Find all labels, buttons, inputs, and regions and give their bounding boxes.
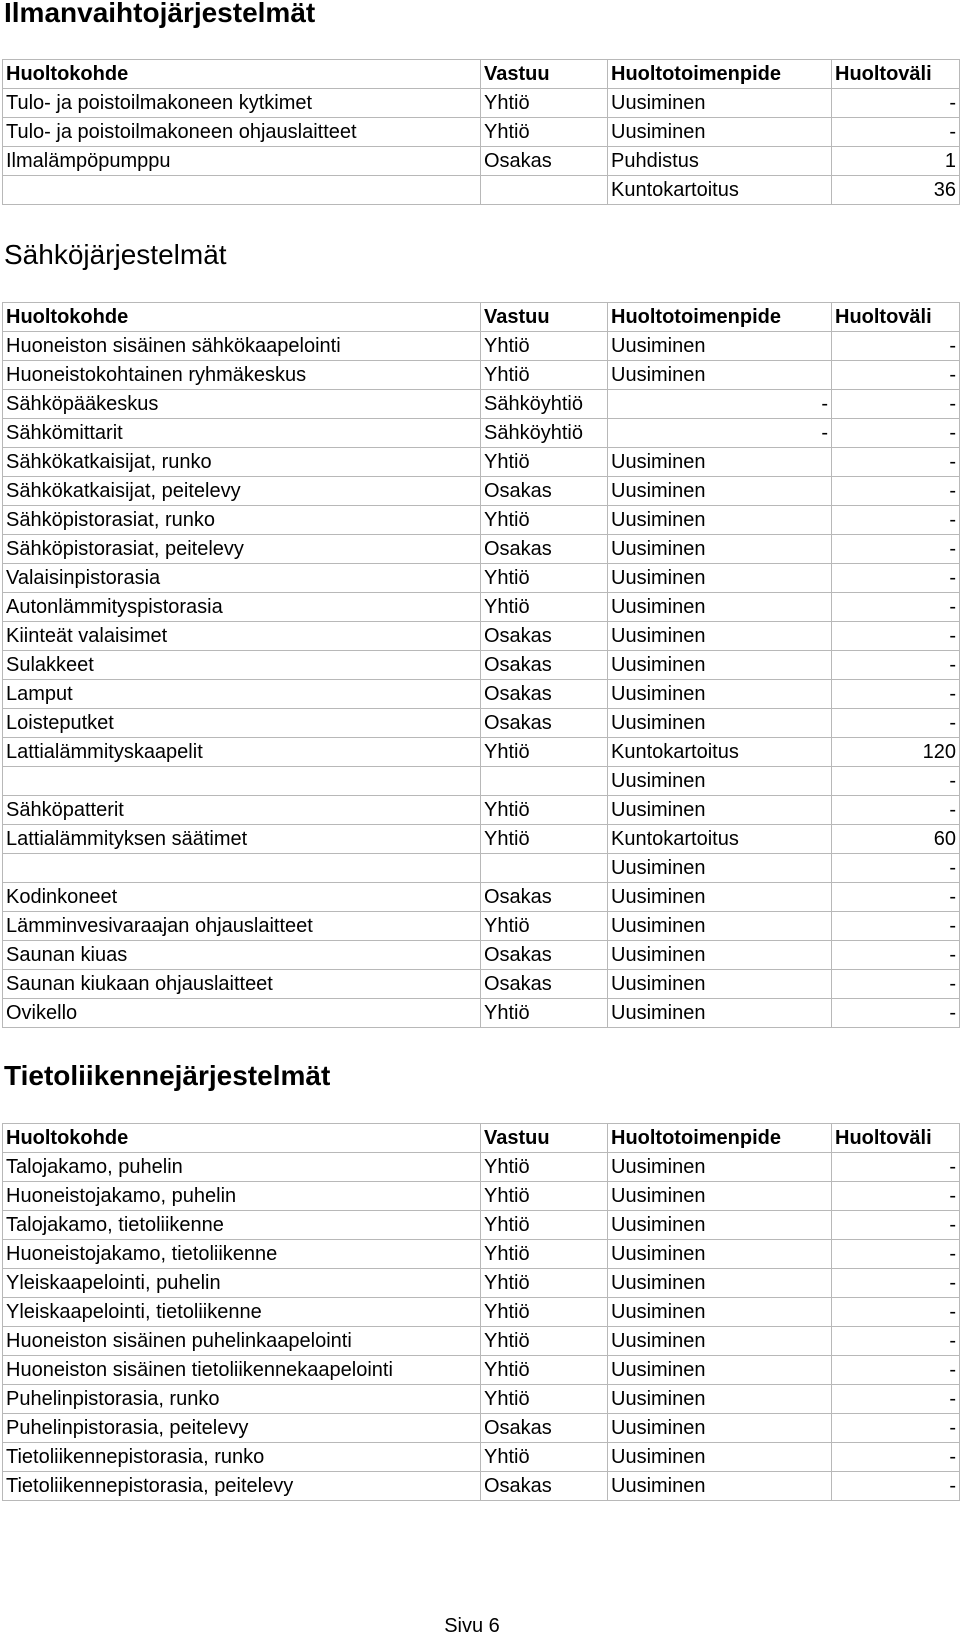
cell-huoltokohde: Autonlämmityspistorasia xyxy=(3,593,481,622)
cell-vastuu: Osakas xyxy=(481,970,608,999)
cell-huoltotoimenpide: Uusiminen xyxy=(608,1211,832,1240)
cell-huoltokohde: Huoneistojakamo, tietoliikenne xyxy=(3,1240,481,1269)
cell-huoltokohde: Lattialämmityksen säätimet xyxy=(3,825,481,854)
cell-huoltokohde: Kiinteät valaisimet xyxy=(3,622,481,651)
table-row xyxy=(3,419,960,448)
cell-huoltokohde: Puhelinpistorasia, runko xyxy=(3,1385,481,1414)
table-row xyxy=(3,564,960,593)
cell-huoltovali: - xyxy=(832,1472,960,1501)
cell-huoltotoimenpide: Uusiminen xyxy=(608,854,832,883)
table-row xyxy=(3,593,960,622)
cell-huoltotoimenpide: Uusiminen xyxy=(608,118,832,147)
table-row xyxy=(3,1327,960,1356)
cell-huoltotoimenpide: Kuntokartoitus xyxy=(608,176,832,205)
cell-huoltovali: - xyxy=(832,1240,960,1269)
cell-huoltotoimenpide: Uusiminen xyxy=(608,332,832,361)
table-row xyxy=(3,854,960,883)
table-header-row xyxy=(3,303,960,332)
cell-huoltokohde: Tulo- ja poistoilmakoneen kytkimet xyxy=(3,89,481,118)
table-row xyxy=(3,147,960,176)
cell-huoltokohde: Ilmalämpöpumppu xyxy=(3,147,481,176)
cell-huoltovali: - xyxy=(832,622,960,651)
table-row xyxy=(3,1211,960,1240)
cell-huoltotoimenpide: Uusiminen xyxy=(608,506,832,535)
cell-vastuu xyxy=(481,854,608,883)
cell-huoltokohde: Huoneiston sisäinen puhelinkaapelointi xyxy=(3,1327,481,1356)
table-row xyxy=(3,477,960,506)
cell-vastuu: Yhtiö xyxy=(481,332,608,361)
table-row xyxy=(3,738,960,767)
table-row xyxy=(3,1153,960,1182)
cell-huoltovali: - xyxy=(832,477,960,506)
cell-huoltovali: - xyxy=(832,1327,960,1356)
cell-huoltokohde: Sähköpatterit xyxy=(3,796,481,825)
cell-huoltotoimenpide: Uusiminen xyxy=(608,709,832,738)
cell-huoltovali: - xyxy=(832,651,960,680)
cell-vastuu: Yhtiö xyxy=(481,448,608,477)
cell-vastuu: Yhtiö xyxy=(481,361,608,390)
cell-vastuu: Osakas xyxy=(481,1472,608,1501)
section-title-sahko: Sähköjärjestelmät xyxy=(4,239,227,270)
cell-vastuu: Osakas xyxy=(481,651,608,680)
table-ilmanvaihto xyxy=(2,59,960,205)
cell-vastuu: Yhtiö xyxy=(481,825,608,854)
cell-huoltokohde: Sähköpistorasiat, runko xyxy=(3,506,481,535)
cell-huoltokohde: Sähkökatkaisijat, runko xyxy=(3,448,481,477)
cell-huoltotoimenpide-value: - xyxy=(821,422,828,444)
cell-huoltovali: - xyxy=(832,1182,960,1211)
cell-huoltovali: - xyxy=(832,564,960,593)
cell-huoltovali: - xyxy=(832,506,960,535)
cell-huoltovali: - xyxy=(832,854,960,883)
section-title-tietoliikenne: Tietoliikennejärjestelmät xyxy=(4,1060,331,1091)
table-row xyxy=(3,1298,960,1327)
table-row xyxy=(3,999,960,1028)
table-row xyxy=(3,1443,960,1472)
cell-huoltovali: - xyxy=(832,912,960,941)
table-row xyxy=(3,1472,960,1501)
table-row xyxy=(3,796,960,825)
cell-huoltovali: - xyxy=(832,941,960,970)
cell-vastuu xyxy=(481,176,608,205)
cell-vastuu: Yhtiö xyxy=(481,506,608,535)
cell-vastuu: Osakas xyxy=(481,709,608,738)
cell-vastuu: Osakas xyxy=(481,883,608,912)
cell-huoltotoimenpide: Uusiminen xyxy=(608,477,832,506)
table-row xyxy=(3,651,960,680)
table-tietoliikenne xyxy=(2,1123,960,1501)
col-header-huoltotoimenpide: Huoltotoimenpide xyxy=(608,60,832,89)
cell-vastuu: Sähköyhtiö xyxy=(481,390,608,419)
table-row xyxy=(3,448,960,477)
cell-huoltokohde: Sähkökatkaisijat, peitelevy xyxy=(3,477,481,506)
cell-vastuu xyxy=(481,767,608,796)
table-row xyxy=(3,118,960,147)
cell-vastuu: Yhtiö xyxy=(481,912,608,941)
cell-huoltotoimenpide: Uusiminen xyxy=(608,1269,832,1298)
section-title-ilmanvaihto: Ilmanvaihtojärjestelmät xyxy=(4,0,316,28)
table-row xyxy=(3,970,960,999)
table-row xyxy=(3,1356,960,1385)
cell-vastuu: Yhtiö xyxy=(481,1443,608,1472)
cell-huoltokohde: Saunan kiuas xyxy=(3,941,481,970)
cell-vastuu: Yhtiö xyxy=(481,1182,608,1211)
cell-vastuu: Yhtiö xyxy=(481,1153,608,1182)
cell-huoltotoimenpide: Uusiminen xyxy=(608,1472,832,1501)
cell-vastuu: Yhtiö xyxy=(481,999,608,1028)
cell-huoltovali: - xyxy=(832,419,960,448)
table-row xyxy=(3,332,960,361)
cell-vastuu: Yhtiö xyxy=(481,1385,608,1414)
cell-huoltokohde: Lamput xyxy=(3,680,481,709)
cell-huoltovali: - xyxy=(832,767,960,796)
cell-huoltotoimenpide: Uusiminen xyxy=(608,535,832,564)
cell-huoltovali: - xyxy=(832,1356,960,1385)
cell-huoltokohde: Valaisinpistorasia xyxy=(3,564,481,593)
cell-huoltokohde xyxy=(3,176,481,205)
col-header-huoltokohde: Huoltokohde xyxy=(3,303,481,332)
table-row xyxy=(3,825,960,854)
cell-vastuu: Yhtiö xyxy=(481,1211,608,1240)
cell-huoltovali: - xyxy=(832,999,960,1028)
cell-vastuu: Osakas xyxy=(481,1414,608,1443)
cell-huoltotoimenpide: Uusiminen xyxy=(608,999,832,1028)
cell-huoltotoimenpide: Uusiminen xyxy=(608,564,832,593)
cell-huoltovali: - xyxy=(832,448,960,477)
table-row xyxy=(3,1240,960,1269)
cell-huoltokohde: Sulakkeet xyxy=(3,651,481,680)
cell-huoltotoimenpide: Uusiminen xyxy=(608,1356,832,1385)
cell-huoltovali: 1 xyxy=(832,147,960,176)
cell-vastuu: Yhtiö xyxy=(481,738,608,767)
cell-huoltokohde: Talojakamo, tietoliikenne xyxy=(3,1211,481,1240)
cell-huoltovali: - xyxy=(832,1385,960,1414)
table-row xyxy=(3,622,960,651)
cell-huoltovali: - xyxy=(832,535,960,564)
cell-huoltovali: - xyxy=(832,361,960,390)
col-header-vastuu: Vastuu xyxy=(481,1124,608,1153)
table-row xyxy=(3,361,960,390)
cell-huoltovali: - xyxy=(832,883,960,912)
cell-huoltokohde: Sähköpistorasiat, peitelevy xyxy=(3,535,481,564)
cell-vastuu: Yhtiö xyxy=(481,1298,608,1327)
col-header-huoltovali: Huoltoväli xyxy=(832,1124,960,1153)
cell-huoltokohde: Yleiskaapelointi, tietoliikenne xyxy=(3,1298,481,1327)
cell-huoltokohde: Sähköpääkeskus xyxy=(3,390,481,419)
col-header-huoltotoimenpide: Huoltotoimenpide xyxy=(608,1124,832,1153)
cell-huoltokohde: Tietoliikennepistorasia, runko xyxy=(3,1443,481,1472)
cell-huoltokohde: Sähkömittarit xyxy=(3,419,481,448)
cell-huoltovali: - xyxy=(832,680,960,709)
table-row xyxy=(3,1385,960,1414)
cell-huoltotoimenpide: Uusiminen xyxy=(608,622,832,651)
cell-huoltotoimenpide: Uusiminen xyxy=(608,593,832,622)
cell-vastuu: Yhtiö xyxy=(481,1240,608,1269)
col-header-huoltokohde: Huoltokohde xyxy=(3,60,481,89)
cell-huoltovali: - xyxy=(832,1414,960,1443)
cell-huoltotoimenpide: Uusiminen xyxy=(608,796,832,825)
cell-huoltovali: - xyxy=(832,796,960,825)
cell-huoltotoimenpide: Uusiminen xyxy=(608,448,832,477)
table-sahko xyxy=(2,302,960,1028)
cell-huoltotoimenpide-value: - xyxy=(821,393,828,415)
cell-huoltovali: - xyxy=(832,593,960,622)
cell-huoltokohde xyxy=(3,767,481,796)
col-header-huoltokohde: Huoltokohde xyxy=(3,1124,481,1153)
cell-huoltokohde: Huoneistokohtainen ryhmäkeskus xyxy=(3,361,481,390)
cell-huoltokohde: Puhelinpistorasia, peitelevy xyxy=(3,1414,481,1443)
cell-huoltotoimenpide: Uusiminen xyxy=(608,651,832,680)
cell-huoltokohde: Saunan kiukaan ohjauslaitteet xyxy=(3,970,481,999)
col-header-vastuu: Vastuu xyxy=(481,303,608,332)
table-row xyxy=(3,176,960,205)
cell-huoltovali: - xyxy=(832,390,960,419)
cell-huoltotoimenpide: Kuntokartoitus xyxy=(608,825,832,854)
cell-huoltokohde: Huoneiston sisäinen sähkökaapelointi xyxy=(3,332,481,361)
table-row xyxy=(3,506,960,535)
cell-huoltokohde: Tietoliikennepistorasia, peitelevy xyxy=(3,1472,481,1501)
cell-huoltovali: 36 xyxy=(832,176,960,205)
cell-huoltotoimenpide: Uusiminen xyxy=(608,680,832,709)
cell-huoltotoimenpide: Uusiminen xyxy=(608,361,832,390)
cell-huoltotoimenpide xyxy=(608,390,832,419)
cell-vastuu: Yhtiö xyxy=(481,593,608,622)
cell-huoltovali: - xyxy=(832,1211,960,1240)
table-row xyxy=(3,709,960,738)
cell-huoltotoimenpide: Puhdistus xyxy=(608,147,832,176)
cell-huoltotoimenpide: Uusiminen xyxy=(608,1298,832,1327)
cell-huoltokohde: Lattialämmityskaapelit xyxy=(3,738,481,767)
table-row xyxy=(3,535,960,564)
cell-vastuu: Yhtiö xyxy=(481,1327,608,1356)
cell-huoltotoimenpide: Uusiminen xyxy=(608,89,832,118)
cell-vastuu: Osakas xyxy=(481,535,608,564)
cell-huoltokohde: Yleiskaapelointi, puhelin xyxy=(3,1269,481,1298)
cell-huoltotoimenpide: Uusiminen xyxy=(608,912,832,941)
cell-huoltokohde: Kodinkoneet xyxy=(3,883,481,912)
cell-huoltotoimenpide: Uusiminen xyxy=(608,1327,832,1356)
cell-vastuu: Yhtiö xyxy=(481,1356,608,1385)
cell-vastuu: Yhtiö xyxy=(481,89,608,118)
table-row xyxy=(3,1182,960,1211)
table-row xyxy=(3,390,960,419)
cell-vastuu: Yhtiö xyxy=(481,118,608,147)
table-row xyxy=(3,912,960,941)
cell-huoltokohde: Talojakamo, puhelin xyxy=(3,1153,481,1182)
cell-huoltokohde: Huoneiston sisäinen tietoliikennekaapelointi xyxy=(3,1356,481,1385)
cell-huoltovali: - xyxy=(832,1153,960,1182)
cell-huoltokohde: Lämminvesivaraajan ohjauslaitteet xyxy=(3,912,481,941)
cell-huoltokohde: Huoneistojakamo, puhelin xyxy=(3,1182,481,1211)
cell-vastuu: Osakas xyxy=(481,147,608,176)
col-header-huoltovali: Huoltoväli xyxy=(832,60,960,89)
cell-huoltokohde: Loisteputket xyxy=(3,709,481,738)
cell-huoltotoimenpide: Uusiminen xyxy=(608,941,832,970)
cell-vastuu: Yhtiö xyxy=(481,1269,608,1298)
cell-vastuu: Osakas xyxy=(481,477,608,506)
table-row xyxy=(3,680,960,709)
cell-huoltotoimenpide: Uusiminen xyxy=(608,1153,832,1182)
cell-huoltovali: 120 xyxy=(832,738,960,767)
cell-huoltotoimenpide: Uusiminen xyxy=(608,1240,832,1269)
cell-huoltotoimenpide: Uusiminen xyxy=(608,970,832,999)
col-header-vastuu: Vastuu xyxy=(481,60,608,89)
cell-huoltotoimenpide xyxy=(608,419,832,448)
cell-huoltovali: - xyxy=(832,1269,960,1298)
cell-huoltotoimenpide: Uusiminen xyxy=(608,1414,832,1443)
col-header-huoltovali: Huoltoväli xyxy=(832,303,960,332)
cell-huoltovali: - xyxy=(832,332,960,361)
page-footer xyxy=(0,1614,960,1638)
cell-huoltovali: - xyxy=(832,89,960,118)
cell-huoltovali: - xyxy=(832,709,960,738)
cell-huoltovali: - xyxy=(832,1443,960,1472)
cell-huoltotoimenpide: Uusiminen xyxy=(608,1385,832,1414)
cell-huoltovali: - xyxy=(832,118,960,147)
table-row xyxy=(3,1414,960,1443)
cell-huoltovali: - xyxy=(832,970,960,999)
col-header-huoltotoimenpide: Huoltotoimenpide xyxy=(608,303,832,332)
cell-huoltokohde: Tulo- ja poistoilmakoneen ohjauslaitteet xyxy=(3,118,481,147)
table-row xyxy=(3,767,960,796)
cell-huoltotoimenpide: Uusiminen xyxy=(608,883,832,912)
cell-huoltokohde: Ovikello xyxy=(3,999,481,1028)
table-row xyxy=(3,89,960,118)
table-header-row xyxy=(3,1124,960,1153)
cell-vastuu: Sähköyhtiö xyxy=(481,419,608,448)
cell-vastuu: Osakas xyxy=(481,622,608,651)
cell-huoltovali: 60 xyxy=(832,825,960,854)
cell-huoltokohde xyxy=(3,854,481,883)
table-header-row xyxy=(3,60,960,89)
cell-huoltovali: - xyxy=(832,1298,960,1327)
cell-huoltotoimenpide: Uusiminen xyxy=(608,767,832,796)
cell-huoltotoimenpide: Uusiminen xyxy=(608,1182,832,1211)
cell-vastuu: Osakas xyxy=(481,941,608,970)
cell-vastuu: Yhtiö xyxy=(481,796,608,825)
page-number: Sivu 6 xyxy=(444,1615,500,1637)
cell-huoltotoimenpide: Kuntokartoitus xyxy=(608,738,832,767)
cell-huoltotoimenpide: Uusiminen xyxy=(608,1443,832,1472)
cell-vastuu: Yhtiö xyxy=(481,564,608,593)
table-row xyxy=(3,883,960,912)
table-row xyxy=(3,1269,960,1298)
table-row xyxy=(3,941,960,970)
cell-vastuu: Osakas xyxy=(481,680,608,709)
